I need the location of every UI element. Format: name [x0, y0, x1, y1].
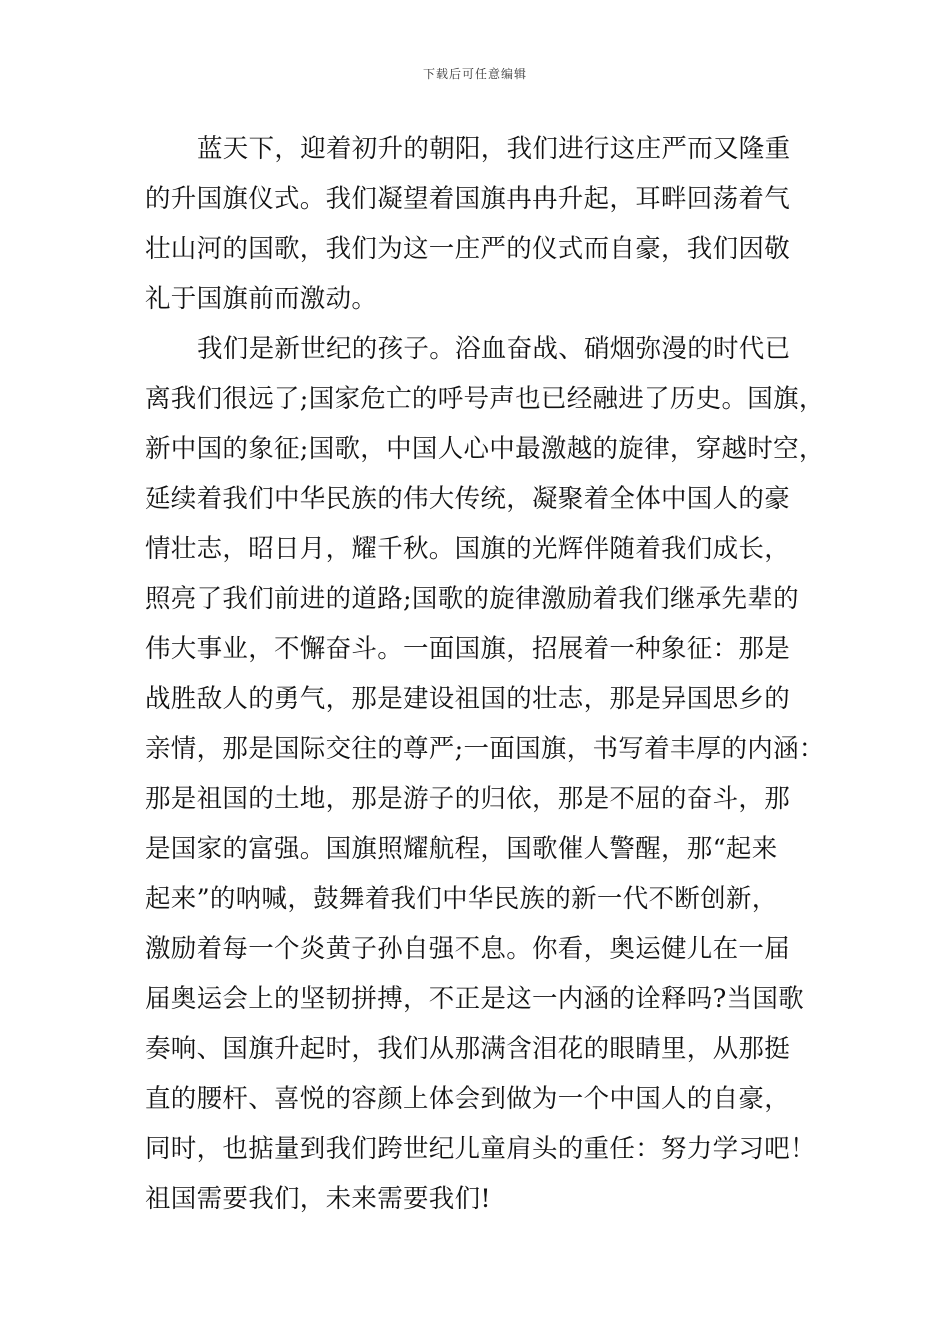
paragraph-line: 的升国旗仪式。我们凝望着国旗冉冉升起，耳畔回荡着气	[145, 184, 791, 214]
paragraph-line: 祖国需要我们，未来需要我们!	[145, 1184, 491, 1214]
paragraph-line: 延续着我们中华民族的伟大传统，凝聚着全体中国人的豪	[145, 484, 791, 514]
paragraph-line: 蓝天下，迎着初升的朝阳，我们进行这庄严而又隆重	[197, 134, 791, 164]
paragraph-line: 情壮志，昭日月，耀千秋。国旗的光辉伴随着我们成长，	[145, 534, 791, 564]
paragraph-line: 礼于国旗前而激动。	[145, 284, 378, 314]
paragraph-line: 离我们很远了;国家危亡的呼号声也已经融进了历史。国旗，	[145, 384, 825, 414]
paragraph-line: 直的腰杆、喜悦的容颜上体会到做为一个中国人的自豪，	[145, 1084, 791, 1114]
paragraph-line: 壮山河的国歌，我们为这一庄严的仪式而自豪，我们因敬	[145, 234, 791, 264]
paragraph-line: 新中国的象征;国歌，中国人心中最激越的旋律，穿越时空，	[145, 434, 825, 464]
paragraph-line: 同时，也掂量到我们跨世纪儿童肩头的重任：努力学习吧！	[145, 1134, 816, 1164]
document-body	[145, 124, 825, 1224]
paragraph-1	[145, 124, 815, 324]
paragraph-line: 我们是新世纪的孩子。浴血奋战、硝烟弥漫的时代已	[197, 334, 791, 364]
paragraph-line: 激励着每一个炎黄子孙自强不息。你看，奥运健儿在一届	[145, 934, 791, 964]
paragraph-line: 奏响、国旗升起时，我们从那满含泪花的眼睛里，从那挺	[145, 1034, 791, 1064]
paragraph-line: 照亮了我们前进的道路;国歌的旋律激励着我们继承先辈的	[145, 584, 799, 614]
paragraph-line: 战胜敌人的勇气，那是建设祖国的壮志，那是异国思乡的	[145, 684, 791, 714]
paragraph-line: 那是祖国的土地，那是游子的归依，那是不屈的奋斗，那	[145, 784, 791, 814]
paragraph-line: 届奥运会上的坚韧拼搏，不正是这一内涵的诠释吗?当国歌	[145, 984, 804, 1014]
paragraph-2	[145, 324, 825, 1224]
paragraph-line: 起来”的呐喊，鼓舞着我们中华民族的新一代不断创新，	[145, 884, 778, 914]
paragraph-line: 亲情，那是国际交往的尊严;一面国旗，书写着丰厚的内涵：	[145, 734, 825, 764]
paragraph-line: 伟大事业，不懈奋斗。一面国旗，招展着一种象征：那是	[145, 634, 791, 664]
paragraph-line: 是国家的富强。国旗照耀航程，国歌催人警醒，那“起来	[145, 834, 778, 864]
header-note: 下载后可任意编辑	[422, 67, 527, 81]
